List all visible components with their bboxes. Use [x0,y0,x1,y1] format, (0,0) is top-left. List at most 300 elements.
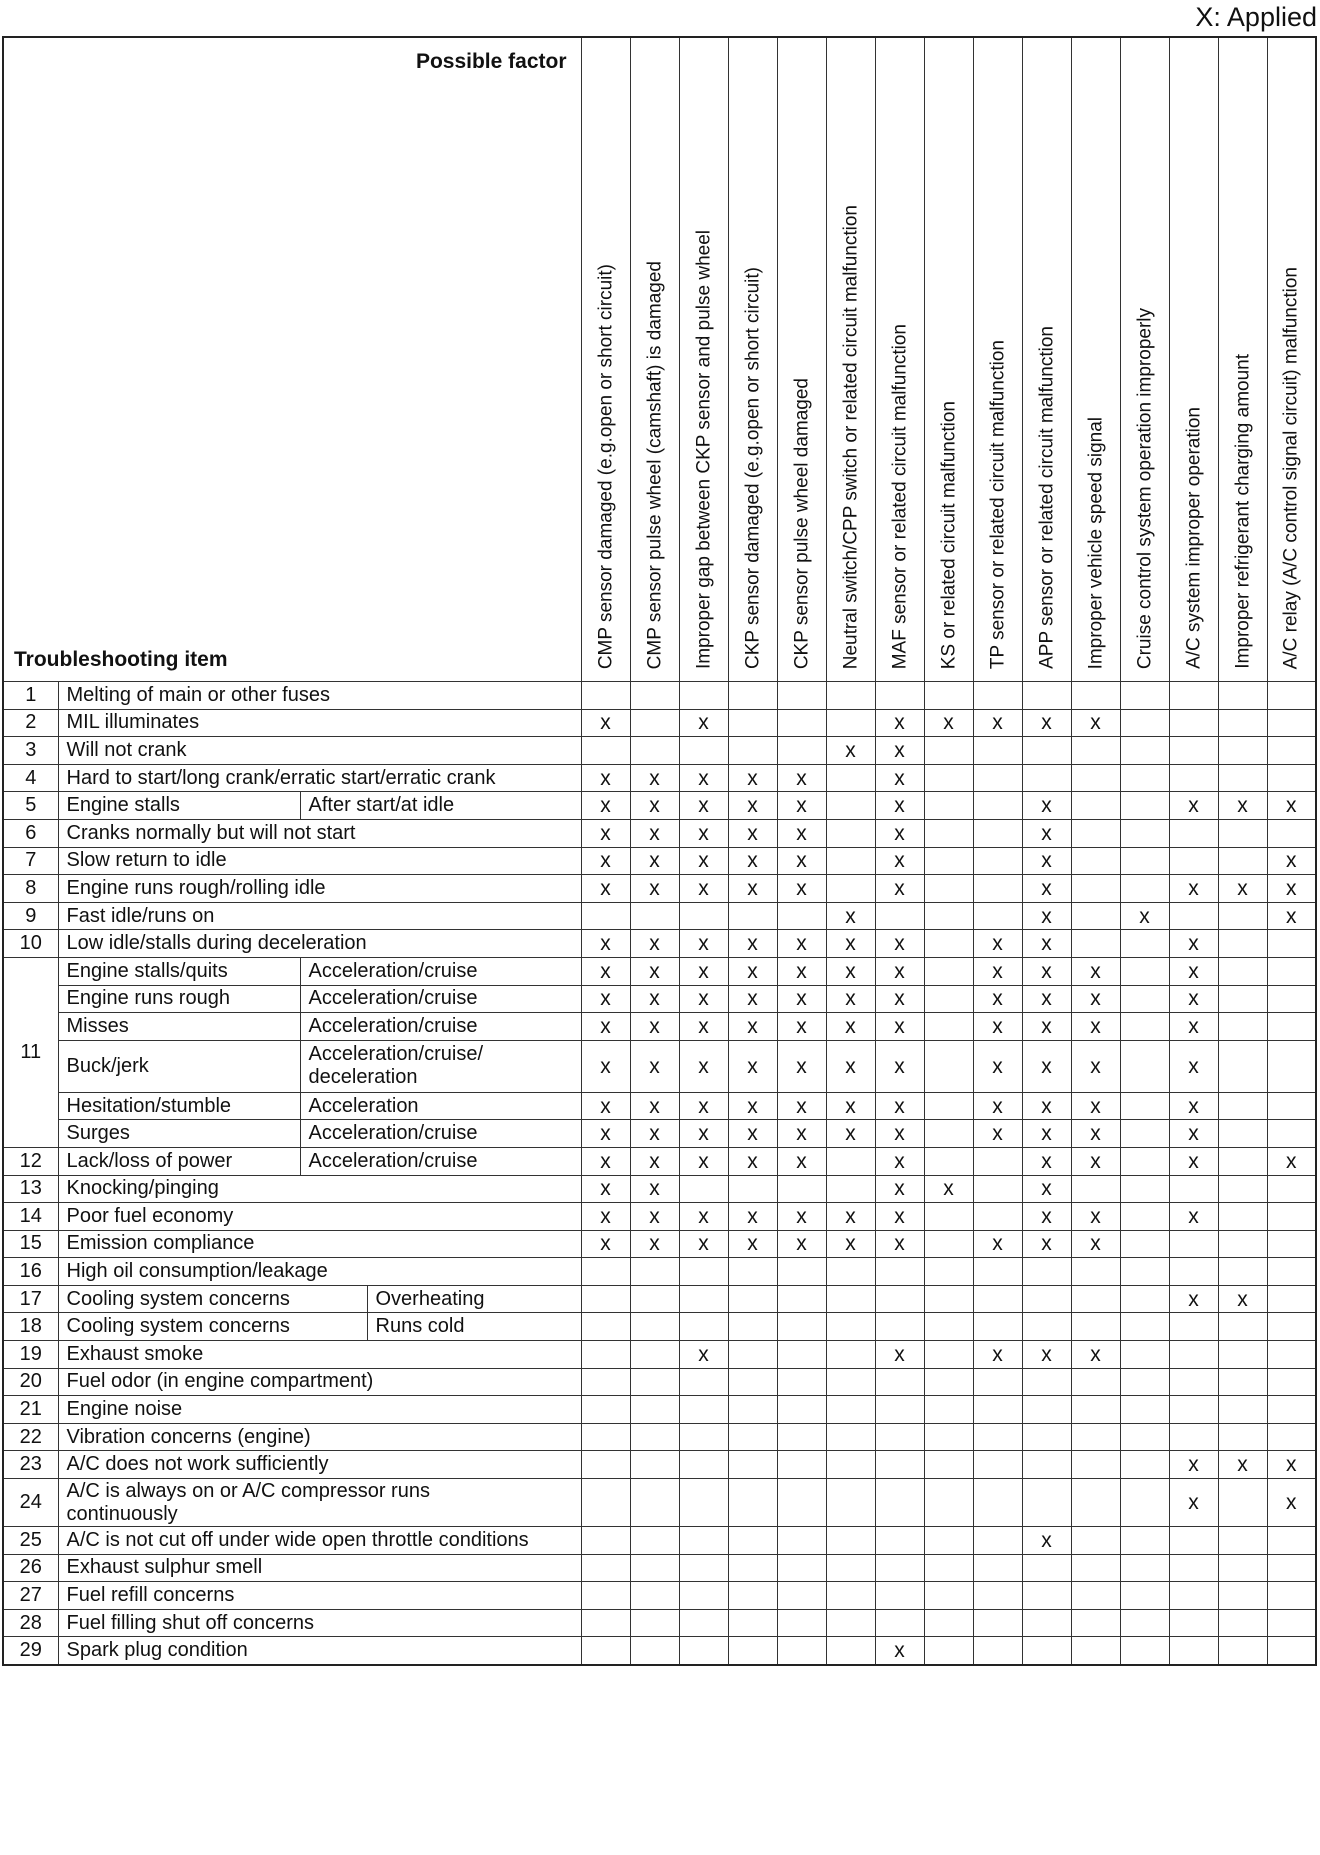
empty-cell [1071,1313,1120,1341]
applied-mark: x [973,957,1022,985]
empty-cell [875,1554,924,1582]
applied-mark: x [679,1092,728,1120]
empty-cell [581,1258,630,1286]
troubleshooting-item: Melting of main or other fuses [58,682,581,710]
applied-mark: x [1267,792,1316,820]
row-number: 13 [3,1175,58,1203]
empty-cell [1169,1554,1218,1582]
applied-mark: x [1169,792,1218,820]
row-number: 26 [3,1554,58,1582]
applied-mark: x [1267,902,1316,930]
table-row [3,1092,1316,1120]
empty-cell [679,1451,728,1479]
applied-mark: x [826,737,875,765]
applied-mark: x [630,1040,679,1092]
empty-cell [1218,1609,1267,1637]
applied-mark: x [581,792,630,820]
applied-mark: x [1169,1203,1218,1231]
table-row [3,875,1316,903]
applied-mark: x [581,847,630,875]
empty-cell [777,1582,826,1610]
applied-mark: x [728,930,777,958]
table-row [3,847,1316,875]
empty-cell [924,1451,973,1479]
empty-cell [1120,1175,1169,1203]
empty-cell [1267,682,1316,710]
empty-cell [1267,1368,1316,1396]
empty-cell [679,1285,728,1313]
factor-label: Cruise control system operation improperly [1134,307,1155,669]
table-row [3,737,1316,765]
empty-cell [1071,1423,1120,1451]
applied-mark: x [924,1175,973,1203]
applied-mark: x [728,985,777,1013]
empty-cell [1071,1582,1120,1610]
empty-cell [1120,1147,1169,1175]
factor-header-14 [1218,37,1267,682]
empty-cell [1267,957,1316,985]
applied-mark: x [1169,957,1218,985]
empty-cell [1218,930,1267,958]
troubleshooting-item: Emission compliance [58,1230,581,1258]
empty-cell [973,764,1022,792]
applied-mark: x [1120,902,1169,930]
empty-cell [1169,1341,1218,1369]
empty-cell [1120,709,1169,737]
applied-mark: x [875,792,924,820]
empty-cell [1071,930,1120,958]
applied-mark: x [728,764,777,792]
empty-cell [728,1368,777,1396]
troubleshooting-item: Cranks normally but will not start [58,819,581,847]
empty-cell [679,1368,728,1396]
empty-cell [1120,1013,1169,1041]
empty-cell [1218,1479,1267,1527]
applied-mark: x [1022,1040,1071,1092]
factor-label: A/C system improper operation [1183,407,1204,669]
empty-cell [630,1368,679,1396]
empty-cell [924,1013,973,1041]
empty-cell [1120,737,1169,765]
empty-cell [777,737,826,765]
applied-mark: x [679,985,728,1013]
troubleshooting-item: Fast idle/runs on [58,902,581,930]
row-number: 17 [3,1285,58,1313]
applied-mark: x [826,1013,875,1041]
troubleshooting-table-container [2,36,1316,1666]
applied-mark: x [581,709,630,737]
empty-cell [924,682,973,710]
troubleshooting-item: Engine runs rough/rolling idle [58,875,581,903]
empty-cell [630,1423,679,1451]
applied-mark: x [875,957,924,985]
applied-mark: x [1022,902,1071,930]
empty-cell [924,985,973,1013]
troubleshooting-item: High oil consumption/leakage [58,1258,581,1286]
condition: After start/at idle [300,792,581,820]
row-number: 22 [3,1423,58,1451]
troubleshooting-item: Engine runs rough [58,985,300,1013]
empty-cell [679,902,728,930]
table-row [3,1527,1316,1555]
applied-mark: x [1071,1092,1120,1120]
empty-cell [1267,1175,1316,1203]
empty-cell [924,1527,973,1555]
factor-label: Neutral switch/CPP switch or related circuit malfunction [840,204,861,669]
empty-cell [973,1258,1022,1286]
row-number: 7 [3,847,58,875]
empty-cell [1169,1609,1218,1637]
empty-cell [1120,1092,1169,1120]
empty-cell [728,1175,777,1203]
factor-header-3 [679,37,728,682]
applied-mark: x [1022,1120,1071,1148]
empty-cell [875,1313,924,1341]
applied-mark: x [1169,985,1218,1013]
table-row [3,1013,1316,1041]
applied-mark: x [924,709,973,737]
empty-cell [1022,764,1071,792]
empty-cell [1120,1230,1169,1258]
applied-mark: x [630,1092,679,1120]
empty-cell [1120,819,1169,847]
troubleshooting-item: Fuel refill concerns [58,1582,581,1610]
empty-cell [973,1582,1022,1610]
empty-cell [1218,1203,1267,1231]
applied-mark: x [1267,847,1316,875]
applied-mark: x [728,1230,777,1258]
troubleshooting-item: Engine stalls [58,792,300,820]
table-row [3,819,1316,847]
applied-mark: x [1267,1147,1316,1175]
empty-cell [1169,1396,1218,1424]
troubleshooting-item: Fuel odor (in engine compartment) [58,1368,581,1396]
empty-cell [826,1527,875,1555]
troubleshooting-item: Cooling system concerns [58,1313,367,1341]
factor-header-11 [1071,37,1120,682]
empty-cell [1169,1175,1218,1203]
empty-cell [973,819,1022,847]
empty-cell [630,1396,679,1424]
applied-mark: x [1022,709,1071,737]
applied-mark: x [1169,1040,1218,1092]
row-number: 15 [3,1230,58,1258]
empty-cell [1218,1092,1267,1120]
applied-mark: x [1022,819,1071,847]
empty-cell [1267,1582,1316,1610]
empty-cell [679,1582,728,1610]
applied-mark: x [728,792,777,820]
empty-cell [581,902,630,930]
empty-cell [924,819,973,847]
applied-mark: x [826,1230,875,1258]
empty-cell [1218,957,1267,985]
empty-cell [1071,1285,1120,1313]
table-row [3,1341,1316,1369]
row-number: 8 [3,875,58,903]
empty-cell [1120,1554,1169,1582]
empty-cell [1169,847,1218,875]
empty-cell [924,737,973,765]
applied-mark: x [581,957,630,985]
empty-cell [1120,957,1169,985]
applied-mark: x [1022,1341,1071,1369]
empty-cell [973,847,1022,875]
applied-mark: x [1169,1147,1218,1175]
empty-cell [1267,1423,1316,1451]
applied-mark: x [1071,1203,1120,1231]
troubleshooting-item: Exhaust smoke [58,1341,581,1369]
applied-mark: x [1218,1285,1267,1313]
empty-cell [679,682,728,710]
applied-mark: x [1022,985,1071,1013]
row-number: 4 [3,764,58,792]
row-number: 12 [3,1147,58,1175]
troubleshooting-item: Buck/jerk [58,1040,300,1092]
factor-header-7 [875,37,924,682]
empty-cell [1218,1040,1267,1092]
applied-mark: x [1267,1451,1316,1479]
applied-mark: x [875,737,924,765]
empty-cell [1071,792,1120,820]
applied-mark: x [679,1147,728,1175]
factor-label: MAF sensor or related circuit malfunction [889,323,910,669]
empty-cell [1218,709,1267,737]
empty-cell [875,902,924,930]
applied-mark: x [1218,1451,1267,1479]
applied-mark: x [679,1230,728,1258]
troubleshooting-item: Fuel filling shut off concerns [58,1609,581,1637]
empty-cell [875,1479,924,1527]
applied-mark: x [875,1203,924,1231]
empty-cell [1218,737,1267,765]
empty-cell [924,1554,973,1582]
empty-cell [1022,1479,1071,1527]
factor-header-1 [581,37,630,682]
empty-cell [924,1120,973,1148]
condition: Acceleration/cruise/ deceleration [300,1040,581,1092]
troubleshooting-item: Hesitation/stumble [58,1092,300,1120]
empty-cell [679,1527,728,1555]
applied-mark: x [1071,1230,1120,1258]
empty-cell [777,1451,826,1479]
empty-cell [1267,819,1316,847]
empty-cell [1022,1423,1071,1451]
empty-cell [924,792,973,820]
applied-mark: x [630,930,679,958]
empty-cell [630,1582,679,1610]
applied-mark: x [777,1013,826,1041]
condition: Acceleration/cruise [300,957,581,985]
empty-cell [1071,1554,1120,1582]
applied-mark: x [973,1230,1022,1258]
applied-mark: x [679,764,728,792]
empty-cell [875,1527,924,1555]
empty-cell [1267,1040,1316,1092]
applied-mark: x [728,1013,777,1041]
empty-cell [630,1527,679,1555]
empty-cell [630,1609,679,1637]
empty-cell [1120,1313,1169,1341]
empty-cell [973,1368,1022,1396]
empty-cell [1120,1368,1169,1396]
troubleshooting-item: A/C is not cut off under wide open throttle conditions [58,1527,581,1555]
empty-cell [1218,764,1267,792]
empty-cell [777,1175,826,1203]
applied-mark: x [875,709,924,737]
empty-cell [875,1258,924,1286]
empty-cell [924,1203,973,1231]
applied-mark: x [875,1147,924,1175]
empty-cell [924,1479,973,1527]
empty-cell [924,875,973,903]
factor-label: CKP sensor pulse wheel damaged [791,377,812,669]
empty-cell [924,1285,973,1313]
empty-cell [924,902,973,930]
empty-cell [826,1637,875,1665]
empty-cell [826,1396,875,1424]
factor-header-8 [924,37,973,682]
empty-cell [1169,1230,1218,1258]
applied-mark: x [581,1120,630,1148]
empty-cell [924,1040,973,1092]
empty-cell [973,875,1022,903]
empty-cell [1120,682,1169,710]
applied-mark: x [826,1092,875,1120]
troubleshooting-item: A/C is always on or A/C compressor runs continuously [58,1479,581,1527]
header-row [3,37,1316,682]
empty-cell [728,709,777,737]
empty-cell [1169,682,1218,710]
row-number: 27 [3,1582,58,1610]
empty-cell [581,1527,630,1555]
troubleshooting-item: Knocking/pinging [58,1175,581,1203]
applied-mark: x [826,1120,875,1148]
troubleshooting-item: Exhaust sulphur smell [58,1554,581,1582]
applied-mark: x [679,847,728,875]
empty-cell [1169,1258,1218,1286]
empty-cell [630,1285,679,1313]
applied-mark: x [826,1040,875,1092]
empty-cell [1267,1609,1316,1637]
header-label-cell [3,37,581,682]
row-number: 25 [3,1527,58,1555]
empty-cell [1267,1285,1316,1313]
applied-mark: x [875,1230,924,1258]
empty-cell [924,1423,973,1451]
empty-cell [924,930,973,958]
troubleshooting-item: Surges [58,1120,300,1148]
empty-cell [973,1423,1022,1451]
applied-mark: x [581,1230,630,1258]
applied-mark: x [1022,1175,1071,1203]
empty-cell [1071,1637,1120,1665]
troubleshooting-item: MIL illuminates [58,709,581,737]
empty-cell [679,1313,728,1341]
condition: Acceleration/cruise [300,1013,581,1041]
troubleshooting-item: Hard to start/long crank/erratic start/erratic crank [58,764,581,792]
empty-cell [777,1479,826,1527]
empty-cell [581,682,630,710]
applied-mark: x [581,1147,630,1175]
empty-cell [1120,764,1169,792]
empty-cell [679,1423,728,1451]
applied-mark: x [1169,875,1218,903]
applied-mark: x [1071,709,1120,737]
troubleshooting-item: Vibration concerns (engine) [58,1423,581,1451]
applied-mark: x [630,1203,679,1231]
applied-mark: x [875,1175,924,1203]
table-body [3,682,1316,1665]
empty-cell [1071,1396,1120,1424]
empty-cell [826,1147,875,1175]
table-row [3,1609,1316,1637]
empty-cell [728,1554,777,1582]
applied-mark: x [1267,1479,1316,1527]
empty-cell [1267,1313,1316,1341]
applied-mark: x [679,819,728,847]
possible-factor-label: Possible factor [415,50,567,73]
empty-cell [1022,682,1071,710]
empty-cell [1218,1013,1267,1041]
empty-cell [1120,1341,1169,1369]
applied-mark: x [1169,1092,1218,1120]
condition: Runs cold [367,1313,581,1341]
row-number: 16 [3,1258,58,1286]
applied-mark: x [1022,792,1071,820]
empty-cell [973,902,1022,930]
troubleshooting-item: A/C does not work sufficiently [58,1451,581,1479]
applied-mark: x [875,1637,924,1665]
empty-cell [630,737,679,765]
table-row [3,682,1316,710]
empty-cell [630,682,679,710]
applied-mark: x [875,930,924,958]
empty-cell [826,1451,875,1479]
empty-cell [1218,1637,1267,1665]
applied-mark: x [973,1341,1022,1369]
empty-cell [973,1313,1022,1341]
empty-cell [924,1341,973,1369]
empty-cell [1218,1258,1267,1286]
table-row [3,902,1316,930]
empty-cell [875,1396,924,1424]
row-number: 18 [3,1313,58,1341]
empty-cell [1169,709,1218,737]
empty-cell [1120,1423,1169,1451]
applied-mark: x [875,847,924,875]
applied-mark: x [581,1040,630,1092]
empty-cell [1267,737,1316,765]
applied-mark: x [581,819,630,847]
empty-cell [728,737,777,765]
empty-cell [875,1451,924,1479]
empty-cell [1120,1527,1169,1555]
applied-mark: x [581,875,630,903]
empty-cell [826,1479,875,1527]
empty-cell [1169,764,1218,792]
empty-cell [826,1285,875,1313]
empty-cell [826,764,875,792]
row-number: 14 [3,1203,58,1231]
applied-mark: x [1022,1013,1071,1041]
applied-mark: x [728,957,777,985]
applied-mark: x [1218,875,1267,903]
empty-cell [875,1423,924,1451]
applied-mark: x [777,819,826,847]
empty-cell [924,1092,973,1120]
empty-cell [973,737,1022,765]
